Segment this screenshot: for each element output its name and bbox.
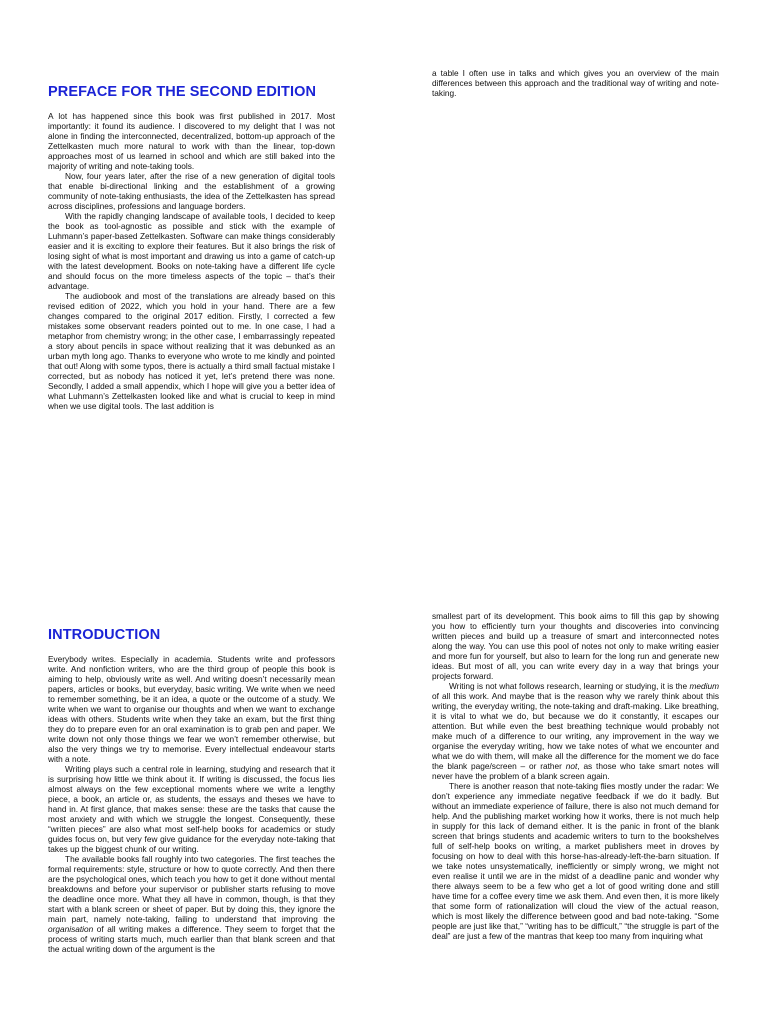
emphasis: not [565,761,578,771]
emphasis: medium [689,681,719,691]
paragraph [48,854,335,954]
paragraph: There is another reason that note-taking flies mostly under the radar: We don’t experience any immediate negative feedback if we do it badly. But without an immediate experience of failure, there is also not much demand for help. And the publishing market working how it works, there is not much help in supply for this lack of demand either. It is the panic in front of the blank screen that brings students and academic writers to turn to the bookshelves full of self-help books on writing, a market publishers meet in droves by focusing on how to deal with this horse-has-already-left-the-barn situation. If we take notes unsystematically, inefficiently or simply wrong, we might not even realise it until we are in the midst of a deadline panic and wonder why there always seem to be a few who get a lot of good writing done and still have time for a coffee every time we ask them. And even then, it is more likely that some form of rationalization will cloud the view of the actual reason, which is most likely the difference between good and bad note-taking. “Some people are just like that,” “writing has to be difficult,” “the struggle is part of the deal” are just a few of the mantras that keep too many from inquiring what [432,781,719,941]
introduction-column-right [432,611,719,941]
preface-column-left [48,111,335,411]
text-run: forget that the process of writing starts much, much earlier than that blank screen and that the actual writing down of the argument is the [48,924,335,954]
emphasis: organisation [48,924,94,934]
paragraph: A lot has happened since this book was first published in 2017. Most importantly: it found its audience. I discovered to my delight that I was not alone in finding the interconnected, decentralized, bottom-up approach of the Zettelkasten much more natural to work with than the linear, top-down approaches most of us learned in school and which are still baked into the majority of writing and note-taking tools. [48,111,335,171]
introduction-heading: INTRODUCTION [48,627,161,643]
text-run: , as those who take smart notes will never have the problem of a blank screen again. [432,761,720,781]
paragraph: smallest part of its development. This book aims to fill this gap by showing you how to efficiently turn your thoughts and discoveries into convincing written pieces and build up a treasure of smart and interconnected notes along the way. You can use this pool of notes not only to make writing easier and more fun for yourself, but also to learn for the long run and generate new ideas. But most of all, you can write every day in a way that brings your projects forward. [432,611,719,681]
paragraph [432,681,719,781]
paragraph: With the rapidly changing landscape of available tools, I decided to keep the book as tool-agnostic as possible and stick with the example of Luhmann’s paper-based Zettelkasten. Software can make things considerably easier and it is exciting to explore their features. But it also brings the risk of losing sight of what is most important and drawing us into a game of catch-up with the latest development. Books on note-taking have a different life cycle and should focus on the more timeless aspects of the topic – that’s their advantage. [48,211,335,291]
preface-column-right [432,68,719,98]
text-run: The available books fall roughly into two categories. The first teaches the formal requirements: style, structure or how to quote correctly. And then there are the psychological ones, which teach you how to get it done without mental breakdowns and before your supervisor or publisher starts refusing to move the deadline once more. What they all have in common, though, is that they start with a blank screen or sheet of paper. But by doing this, they ignore the main part, namely note-taking, failing to understand that improving the [48,854,335,924]
paragraph: a table I often use in talks and which gives you an overview of the main differences between this approach and the traditional way of writing and note-taking. [432,68,719,98]
introduction-column-left [48,654,335,954]
paragraph: Everybody writes. Especially in academia. Students write and professors write. And nonfiction writers, who are the third group of people this book is aiming to help, obviously write as well. And writing doesn’t necessarily mean papers, articles or books, but everyday, basic writing. We write when we need to remember something, be it an idea, a quote or the outcome of a study. We write when we want to organise our thoughts and when we want to exchange ideas with others. Students write when they take an exam, but the first thing they do to prepare even for an oral examination is to grab pen and paper. We write down not only those things we fear we won’t remember otherwise, but also the very things we try to memorise. Every intellectual endeavour starts with a note. [48,654,335,764]
text-run: Writing is not what follows research, learning or studying, it is the [449,681,690,691]
text-run: of all this work. And maybe that is the reason why we rarely think about this writing, the everyday writing, the note-taking and draft-making. Like breathing, it is vital to what we do, but because we do it constantly, it escapes our attention. But while even the best breathing technique would probably not make much of a difference to our writing, any improvement in the way we organise the everyday writing, how we take notes of what we encounter and what we do with them, will make all the difference for the moment we do face the blank page/screen – or rather [432,691,719,771]
paragraph: Now, four years later, after the rise of a new generation of digital tools that enable bi-directional linking and the establishment of a growing community of note-taking enthusiasts, the idea of the Zettelkasten has spread across disciplines, professions and language borders. [48,171,335,211]
paragraph: Writing plays such a central role in learning, studying and research that it is surprising how little we think about it. If writing is discussed, the focus lies almost always on the few exceptional moments where we write a lengthy piece, a book, an article or, as students, the essays and theses we have to hand in. At first glance, that makes sense: these are the tasks that cause the most anxiety and with which we struggle the longest. Consequently, these “written pieces” are also what most self-help books for academics or study guides focus on, but very few give guidance for the everyday note-taking that takes up the biggest chunk of our writing. [48,764,335,854]
text-run: of all writing makes a difference. They seem to [93,924,278,934]
preface-heading: PREFACE FOR THE SECOND EDITION [48,84,317,100]
paragraph: The audiobook and most of the translations are already based on this revised edition of 2022, which you hold in your hand. There are a few changes compared to the original 2017 edition. Firstly, I corrected a few mistakes some observant readers pointed out to me. In one case, I had a metaphor from chemistry wrong; in the other case, I embarrassingly repeated a story about pencils in space without realizing that it was debunked as an urban myth long ago. Thanks to everyone who wrote to me kindly and pointed that out! Along with some typos, there is actually a third small factual mistake I corrected, but as nobody has noticed it yet, let’s pretend there was none. Secondly, I added a small appendix, which I hope will give you a better idea of what Luhmann’s Zettelkasten looked like and what is crucial to keep in mind when we use digital tools. The last addition is [48,291,335,411]
